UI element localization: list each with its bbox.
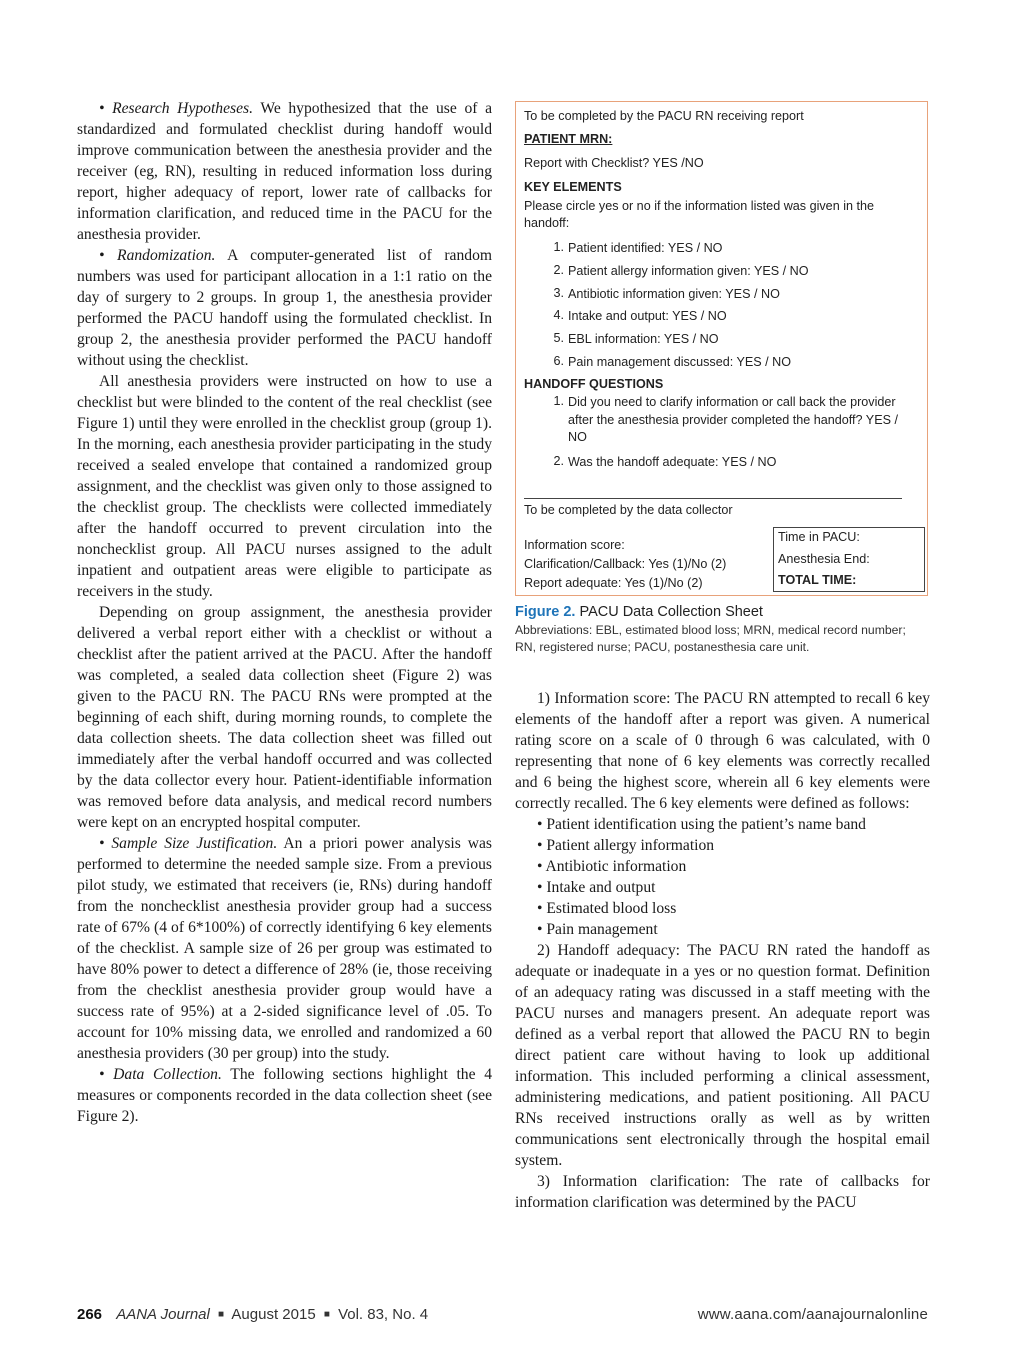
patient-mrn-label: PATIENT MRN:	[524, 132, 613, 146]
caption-abbreviations: Abbreviations: EBL, estimated blood loss; MRN, medical record number; RN, registered nurse; PACU, postanesthesia care unit.	[515, 623, 906, 654]
key-elements-bullets	[515, 814, 930, 940]
data-collection-heading: • Data Collection.	[99, 1066, 222, 1083]
list-item: • Intake and output	[537, 879, 656, 896]
clarification-field: Clarification/Callback: Yes (1)/No (2)	[524, 557, 727, 571]
randomization-paragraph	[77, 245, 492, 371]
figure-label: Figure 2.	[515, 604, 576, 620]
page-footer-left	[77, 1306, 428, 1323]
total-time-field: TOTAL TIME:	[778, 573, 857, 587]
handoff-questions-heading: HANDOFF QUESTIONS	[524, 377, 664, 391]
key-elements-instruction: Please circle yes or no if the information listed was given in the handoff:	[524, 199, 874, 230]
information-clarification-paragraph	[515, 1171, 930, 1213]
group-assignment-paragraph: Depending on group assignment, the anesthesia provider delivered a verbal report either with a checklist or without a checklist after the patient arrived at the PACU. After the handoff was completed, a sealed data collection sheet (Figure 2) was given to the PACU RN. The PACU RNs were prompted at the beginning of each shift, during morning rounds, to complete the data collection sheets. The data collection sheet was filled out immediately after the verbal handoff occurred and was collected by the data collector every hour. Patient-identifiable information was removed before data analysis, and medical record numbers were kept on an encrypted hospital computer.	[77, 604, 492, 831]
caption-title-line	[515, 604, 928, 620]
issue-date: August 2015	[231, 1306, 316, 1323]
data-collector-note: To be completed by the data collector	[524, 503, 733, 517]
sample-size-text: An a priori power analysis was performed to determine the needed sample size. From a previous pilot study, we estimated that receivers (ie, RNs) during handoff from the nonchecklist anesthesia provider group had a success rate of 67% (4 of 6*100%) of correctly identifying 6 key elements of the checklist. A sample size of 26 per group was estimated to have 80% power to detect a difference of 28% (ie, those receiving from the checklist anesthesia provider group would have a success rate of 95%) at a 2-sided significance level of .05. To account for 10% missing data, we enrolled and randomized a 60 anesthesia providers (30 per group) into the study.	[77, 835, 492, 1062]
separator-square-icon: ■	[323, 1309, 330, 1320]
figure-title: PACU Data Collection Sheet	[579, 604, 763, 620]
list-item: • Pain management	[537, 921, 658, 938]
data-collection-sheet-figure: To be completed by the PACU RN receiving report PATIENT MRN: Report with Checklist? YES /NO KEY ELEMENTS Please circle yes or no if the information listed was given in the handoff: 1. Patient identified: YES / NO 2. Patient allergy information given: YES / NO 3. Antibiotic information given: YES / NO 4. Intake and output: YES / NO 5. EBL information: YES / NO 6. Pain management discussed: YES / NO HANDOFF QUESTIONS 1. Did you need to clarify information or call back the provider after the anesthesia provider completed the handoff? YES / NO 2. Was the handoff adequate: YES / NO To be completed by the data collector Information score: Clarification/Callback: Yes (1)/No (2) Report adequate: Yes (1)/No (2) Time in PACU: Anesthesia End: TOTAL TIME:	[515, 101, 928, 596]
information-score-paragraph	[515, 688, 930, 814]
time-in-pacu-field: Time in PACU:	[778, 530, 860, 544]
journal-url: www.aana.com/aanajournalonline	[697, 1306, 928, 1323]
right-column	[515, 688, 930, 1213]
list-item: • Antibiotic information	[537, 858, 687, 875]
information-score-text: The PACU RN attempted to recall 6 key elements of the handoff after a report was given. A numerical rating score on a scale of 0 through 6 was calculated, with 0 representing that none of 6 key elements was correctly recalled and 6 being the highest score, wherein all 6 key elements were correctly recalled. The 6 key elements were defined as follows:	[515, 690, 930, 812]
separator-square-icon: ■	[218, 1309, 225, 1320]
information-clarification-heading: 3) Information clarification:	[537, 1173, 730, 1190]
report-with-checklist: Report with Checklist? YES /NO	[524, 156, 704, 170]
handoff-adequacy-text: The PACU RN rated the handoff as adequate or inadequate in a yes or no question format. Definition of an adequacy rating was discussed in a staff meeting with the PACU nurses and managers present. An adequate report was defined as a verbal report that allowed the PACU RN to begin direct patient care without having to look up additional information. This included performing a clinical assessment, administering medications, and patient positioning. All PACU RNs received instructions orally as well as by written communications sent electronically through the hospital email system.	[515, 942, 930, 1169]
anesthesia-end-field: Anesthesia End:	[778, 552, 870, 566]
blinded-paragraph: All anesthesia providers were instructed on how to use a checklist but were blinded to the content of the real checklist (see Figure 1) until they were enrolled in the checklist group (group 1). In the morning, each anesthesia provider participating in the study received a sealed envelope that contained a randomized group assignment, and the checklist was given only to those assigned to the checklist group. The checklists were collected immediately after the handoff occurred to prevent circulation into the nonchecklist group. All PACU nurses assigned to the adult inpatient and outpatient areas were eligible to participate as receivers in the study.	[77, 373, 492, 600]
volume-issue: Vol. 83, No. 4	[338, 1306, 429, 1323]
handoff-adequacy-heading: 2) Handoff adequacy:	[537, 942, 680, 959]
information-score-field: Information score:	[524, 538, 625, 552]
journal-name: AANA Journal	[116, 1306, 210, 1323]
hypotheses-text: We hypothesized that the use of a standardized and formulated checklist during handoff would improve communication between the anesthesia provider and the receiver (eg, RN), resulting in reduced information loss during report, higher adequacy of report, lower rate of callbacks for information clarification, and reduced time in the PACU for the anesthesia provider.	[77, 100, 492, 243]
data-collection-paragraph	[77, 1064, 492, 1127]
report-adequate-field: Report adequate: Yes (1)/No (2)	[524, 576, 703, 590]
time-box	[773, 527, 925, 592]
information-clarification-text: The rate of callbacks for information clarification was determined by the PACU	[515, 1173, 930, 1211]
divider-rule	[524, 498, 902, 499]
information-score-heading: 1) Information score:	[537, 690, 671, 707]
key-elements-heading: KEY ELEMENTS	[524, 180, 622, 194]
page-number: 266	[77, 1306, 103, 1323]
randomization-heading: • Randomization.	[99, 247, 216, 264]
list-item: • Patient identification using the patient’s name band	[537, 816, 866, 833]
data-collection-text: The following sections highlight the 4 measures or components recorded in the data collection sheet (see Figure 2).	[77, 1066, 492, 1125]
figure-caption	[515, 604, 928, 655]
list-item: • Patient allergy information	[537, 837, 715, 854]
pacu-rn-note: To be completed by the PACU RN receiving report	[524, 109, 804, 123]
list-item: • Estimated blood loss	[537, 900, 677, 917]
left-column	[77, 98, 492, 1127]
research-hypotheses-paragraph	[77, 98, 492, 245]
hypotheses-heading: • Research Hypotheses.	[99, 100, 253, 117]
randomization-text: A computer-generated list of random numbers was used for participant allocation in a 1:1 ratio on the day of surgery to 2 groups. In group 1, the anesthesia provider performed the PACU handoff using the formulated checklist. In group 2, the anesthesia provider performed the PACU handoff without using the checklist.	[77, 247, 492, 369]
sample-size-paragraph	[77, 833, 492, 1064]
sample-size-heading: • Sample Size Justification.	[99, 835, 278, 852]
handoff-adequacy-paragraph	[515, 940, 930, 1171]
